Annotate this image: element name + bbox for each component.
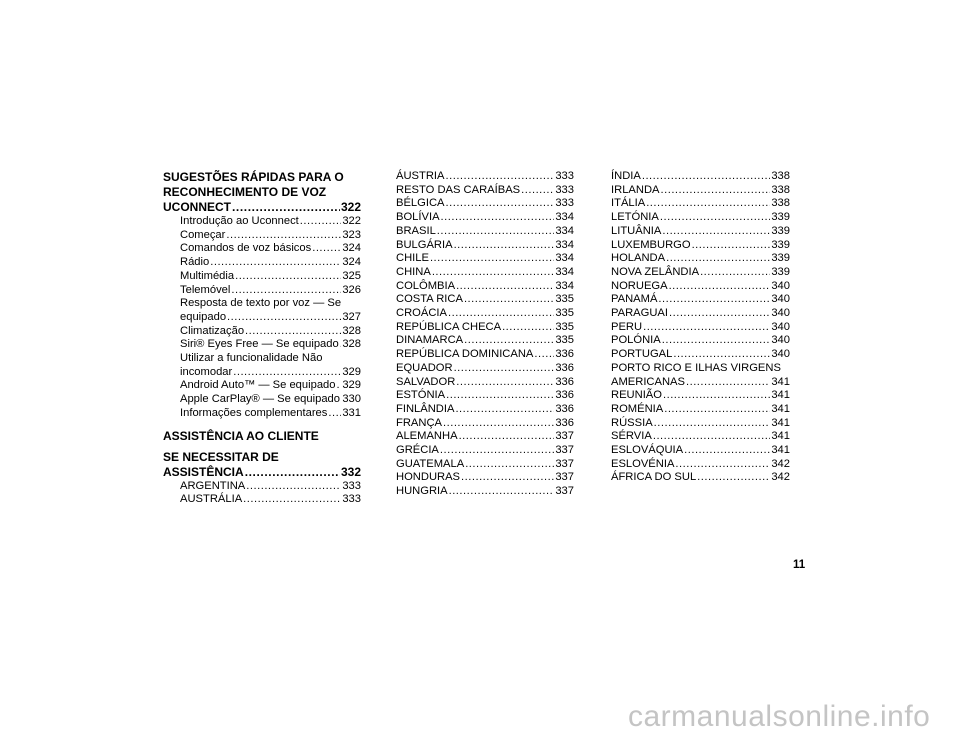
- entry-page: 333: [342, 493, 361, 506]
- toc-entry[interactable]: [396, 293, 574, 307]
- entry-title: HONDURAS: [396, 471, 461, 484]
- entry-page: 339: [771, 252, 790, 265]
- entry-title: CROÁCIA: [396, 307, 447, 320]
- entry-title: REPÚBLICA DOMINICANA: [396, 348, 534, 361]
- toc-entry[interactable]: [163, 256, 361, 270]
- toc-column-3: [611, 170, 790, 485]
- section-title-customer-assistance[interactable]: ASSISTÊNCIA AO CLIENTE: [163, 428, 319, 443]
- toc-entry[interactable]: [163, 480, 361, 494]
- entry-page: 338: [771, 197, 790, 210]
- entry-page: 337: [555, 471, 574, 484]
- toc-entry[interactable]: [396, 280, 574, 294]
- toc-entry[interactable]: [611, 252, 790, 266]
- entry-page: 334: [555, 224, 574, 237]
- entry-page: 337: [555, 430, 574, 443]
- page-number: 11: [793, 559, 806, 571]
- entry-title: BRASIL: [396, 224, 436, 237]
- toc-entry[interactable]: [396, 211, 574, 225]
- entry-title: ALEMANHA: [396, 430, 458, 443]
- entry-page: 324: [342, 256, 361, 269]
- entry-page: 336: [555, 402, 574, 415]
- entry-page: 335: [555, 293, 574, 306]
- toc-entry-assistencia[interactable]: [163, 465, 361, 480]
- toc-entry[interactable]: [611, 321, 790, 335]
- toc-entry[interactable]: [396, 485, 574, 499]
- toc-entry[interactable]: [396, 252, 574, 266]
- entry-title: Climatização: [180, 324, 245, 337]
- entry-title: RÚSSIA: [611, 416, 653, 429]
- entry-title: Introdução ao Uconnect: [180, 215, 299, 227]
- entry-page: 328: [342, 338, 361, 351]
- entry-page: 341: [771, 430, 790, 443]
- toc-entry[interactable]: [611, 239, 790, 253]
- entry-page: 332: [340, 464, 361, 479]
- entry-page: 338: [771, 183, 790, 196]
- entry-title: UCONNECT: [163, 200, 231, 214]
- entry-title: COSTA RICA: [396, 293, 463, 306]
- section-title-line: SE NECESSITAR DE: [163, 449, 279, 464]
- entry-title: Começar: [180, 228, 226, 241]
- entry-title: COLÔMBIA: [396, 279, 456, 292]
- entry-title: NORUEGA: [611, 279, 668, 292]
- toc-entry[interactable]: [611, 211, 790, 225]
- entry-page: 341: [771, 444, 790, 457]
- entry-page: 333: [555, 183, 574, 196]
- entry-page: 340: [771, 293, 790, 306]
- toc-entry[interactable]: [611, 293, 790, 307]
- entry-title: ITÁLIA: [611, 197, 646, 210]
- toc-entry[interactable]: [611, 403, 790, 417]
- entry-page: 322: [340, 200, 361, 214]
- entry-page: 335: [555, 320, 574, 333]
- toc-entry[interactable]: [396, 362, 574, 376]
- entry-page: 326: [342, 283, 361, 296]
- toc-entry[interactable]: [396, 321, 574, 335]
- entry-title: GRÉCIA: [396, 444, 439, 457]
- toc-entry[interactable]: [396, 458, 574, 472]
- entry-title: AUSTRÁLIA: [180, 493, 243, 506]
- entry-title: ASSISTÊNCIA: [163, 464, 244, 479]
- entry-title: NOVA ZELÂNDIA: [611, 265, 700, 278]
- entry-title: Informações complementares: [180, 406, 328, 419]
- entry-page: 324: [342, 242, 361, 255]
- entry-page: 341: [771, 375, 790, 388]
- section-title-line: SUGESTÕES RÁPIDAS PARA O: [163, 170, 344, 184]
- toc-entry[interactable]: [611, 280, 790, 294]
- entry-title: ÍNDIA: [611, 170, 641, 182]
- entry-title: incomodar: [180, 365, 233, 378]
- toc-entry[interactable]: [396, 376, 574, 390]
- entry-title: BULGÁRIA: [396, 238, 453, 251]
- toc-entry[interactable]: [611, 225, 790, 239]
- toc-entry[interactable]: [396, 225, 574, 239]
- toc-column-2: [396, 170, 574, 499]
- entry-page: 334: [555, 265, 574, 278]
- entry-title: ÁUSTRIA: [396, 170, 445, 182]
- entry-title: ESLOVÉNIA: [611, 457, 675, 470]
- entry-page: 342: [771, 457, 790, 470]
- entry-page: 330: [342, 393, 361, 406]
- entry-title: PERU: [611, 320, 643, 333]
- entry-title: PANAMÁ: [611, 293, 658, 306]
- entry-title: ÁFRICA DO SUL: [611, 471, 697, 484]
- entry-title: Apple CarPlay® — Se equipado: [180, 393, 340, 406]
- entry-title-line: PORTO RICO E ILHAS VIRGENS: [611, 361, 781, 374]
- toc-entry[interactable]: [611, 458, 790, 472]
- entry-title: LITUÂNIA: [611, 224, 662, 237]
- toc-entry[interactable]: [611, 417, 790, 431]
- toc-entry[interactable]: [163, 338, 361, 352]
- entry-page: 339: [771, 265, 790, 278]
- toc-entry[interactable]: [611, 348, 790, 362]
- entry-page: 340: [771, 279, 790, 292]
- entry-page: 337: [555, 485, 574, 498]
- toc-entry[interactable]: [396, 471, 574, 485]
- entry-page: 336: [555, 348, 574, 361]
- toc-entry[interactable]: [163, 379, 361, 393]
- entry-page: 341: [771, 416, 790, 429]
- entry-title: Multimédia: [180, 269, 235, 282]
- toc-entry[interactable]: [396, 307, 574, 321]
- entry-page: 329: [342, 379, 361, 392]
- entry-page: 329: [342, 365, 361, 378]
- entry-title: Android Auto™ — Se equipado: [180, 379, 336, 392]
- entry-title: SALVADOR: [396, 375, 456, 388]
- toc-entry[interactable]: [396, 197, 574, 211]
- entry-page: 339: [771, 211, 790, 224]
- entry-page: 327: [342, 310, 361, 323]
- entry-title: FRANÇA: [396, 416, 442, 429]
- toc-entry[interactable]: [396, 239, 574, 253]
- entry-title: equipado: [180, 310, 227, 323]
- toc-column-1: [163, 170, 361, 507]
- entry-title: CHINA: [396, 265, 431, 278]
- toc-entry[interactable]: [163, 242, 361, 256]
- entry-page: 336: [555, 361, 574, 374]
- toc-entry[interactable]: [163, 311, 361, 325]
- entry-page: 333: [555, 197, 574, 210]
- entry-title: DINAMARCA: [396, 334, 464, 347]
- entry-title: RESTO DAS CARAÍBAS: [396, 183, 521, 196]
- toc-entry[interactable]: [611, 430, 790, 444]
- entry-title: REUNIÃO: [611, 389, 662, 402]
- entry-page: 340: [771, 348, 790, 361]
- toc-entry[interactable]: [396, 348, 574, 362]
- toc-entry[interactable]: [163, 325, 361, 339]
- toc-entry-uconnect[interactable]: [163, 200, 361, 215]
- entry-title: HOLANDA: [611, 252, 666, 265]
- entry-title: ESLOVÁQUIA: [611, 444, 684, 457]
- entry-page: 338: [771, 170, 790, 182]
- entry-title: ROMÉNIA: [611, 402, 664, 415]
- watermark: carmanualsonline.info: [628, 700, 931, 733]
- entry-page: 339: [771, 224, 790, 237]
- entry-title: HUNGRIA: [396, 485, 448, 498]
- entry-title: LUXEMBURGO: [611, 238, 691, 251]
- entry-page: 340: [771, 320, 790, 333]
- entry-title: ARGENTINA: [180, 479, 246, 492]
- entry-page: 335: [555, 334, 574, 347]
- toc-entry[interactable]: [163, 215, 361, 229]
- toc-entry[interactable]: [163, 366, 361, 380]
- toc-entry[interactable]: [611, 266, 790, 280]
- entry-title: PORTUGAL: [611, 348, 673, 361]
- toc-entry[interactable]: [396, 430, 574, 444]
- toc-entry[interactable]: [611, 184, 790, 198]
- entry-page: 340: [771, 307, 790, 320]
- entry-page: 334: [555, 252, 574, 265]
- toc-entry[interactable]: [163, 270, 361, 284]
- entry-page: 325: [342, 269, 361, 282]
- toc-entry[interactable]: [163, 229, 361, 243]
- entry-title: BOLÍVIA: [396, 211, 440, 224]
- entry-page: 322: [342, 215, 361, 227]
- entry-title: Siri® Eyes Free — Se equipado: [180, 338, 339, 351]
- section-title-line: RECONHECIMENTO DE VOZ: [163, 185, 327, 199]
- entry-page: 342: [771, 471, 790, 484]
- toc-entry[interactable]: [611, 334, 790, 348]
- entry-page: 336: [555, 416, 574, 429]
- toc-entry[interactable]: [396, 334, 574, 348]
- entry-page: 334: [555, 279, 574, 292]
- entry-page: 335: [555, 307, 574, 320]
- entry-page: 341: [771, 402, 790, 415]
- toc-entry[interactable]: [396, 170, 574, 184]
- toc-entry[interactable]: [611, 389, 790, 403]
- entry-title: POLÓNIA: [611, 334, 661, 347]
- entry-page: 323: [342, 228, 361, 241]
- entry-title: IRLANDA: [611, 183, 660, 196]
- entry-title: EQUADOR: [396, 361, 453, 374]
- entry-title: ESTÓNIA: [396, 389, 446, 402]
- entry-title: PARAGUAI: [611, 307, 668, 320]
- entry-page: 333: [555, 170, 574, 182]
- toc-entry[interactable]: [396, 444, 574, 458]
- entry-page: 337: [555, 444, 574, 457]
- toc-entry[interactable]: [396, 389, 574, 403]
- entry-title: Rádio: [180, 256, 210, 269]
- entry-title: LETÓNIA: [611, 211, 659, 224]
- toc-entry[interactable]: [611, 170, 790, 184]
- entry-page: 328: [342, 324, 361, 337]
- toc-entry[interactable]: [396, 184, 574, 198]
- toc-entry[interactable]: [396, 417, 574, 431]
- entry-title: REPÚBLICA CHECA: [396, 320, 502, 333]
- toc-entry[interactable]: [396, 266, 574, 280]
- entry-page: 336: [555, 389, 574, 402]
- entry-page: 331: [342, 406, 361, 419]
- toc-entry[interactable]: [611, 307, 790, 321]
- entry-page: 333: [342, 479, 361, 492]
- entry-title: CHILE: [396, 252, 429, 265]
- entry-page: 339: [771, 238, 790, 251]
- toc-entry[interactable]: [163, 407, 361, 421]
- entry-title: FINLÂNDIA: [396, 402, 455, 415]
- entry-page: 336: [555, 375, 574, 388]
- entry-page: 334: [555, 238, 574, 251]
- entry-title: Comandos de voz básicos: [180, 242, 312, 255]
- toc-entry[interactable]: [611, 471, 790, 485]
- toc-entry[interactable]: [611, 444, 790, 458]
- entry-page: 341: [771, 389, 790, 402]
- entry-title-line: Utilizar a funcionalidade Não: [180, 352, 323, 365]
- entry-title: BÉLGICA: [396, 197, 445, 210]
- toc-entry[interactable]: [163, 284, 361, 298]
- entry-page: 340: [771, 334, 790, 347]
- toc-entry[interactable]: [163, 393, 361, 407]
- entry-title: Telemóvel: [180, 283, 231, 296]
- entry-title: AMERICANAS: [611, 375, 685, 388]
- entry-page: 337: [555, 457, 574, 470]
- entry-title: GUATEMALA: [396, 457, 465, 470]
- toc-entry[interactable]: [611, 376, 790, 390]
- entry-page: 334: [555, 211, 574, 224]
- entry-title: SÉRVIA: [611, 430, 652, 443]
- toc-entry[interactable]: [163, 493, 361, 507]
- toc-entry[interactable]: [611, 197, 790, 211]
- entry-title-line: Resposta de texto por voz — Se: [180, 297, 342, 310]
- toc-entry[interactable]: [396, 403, 574, 417]
